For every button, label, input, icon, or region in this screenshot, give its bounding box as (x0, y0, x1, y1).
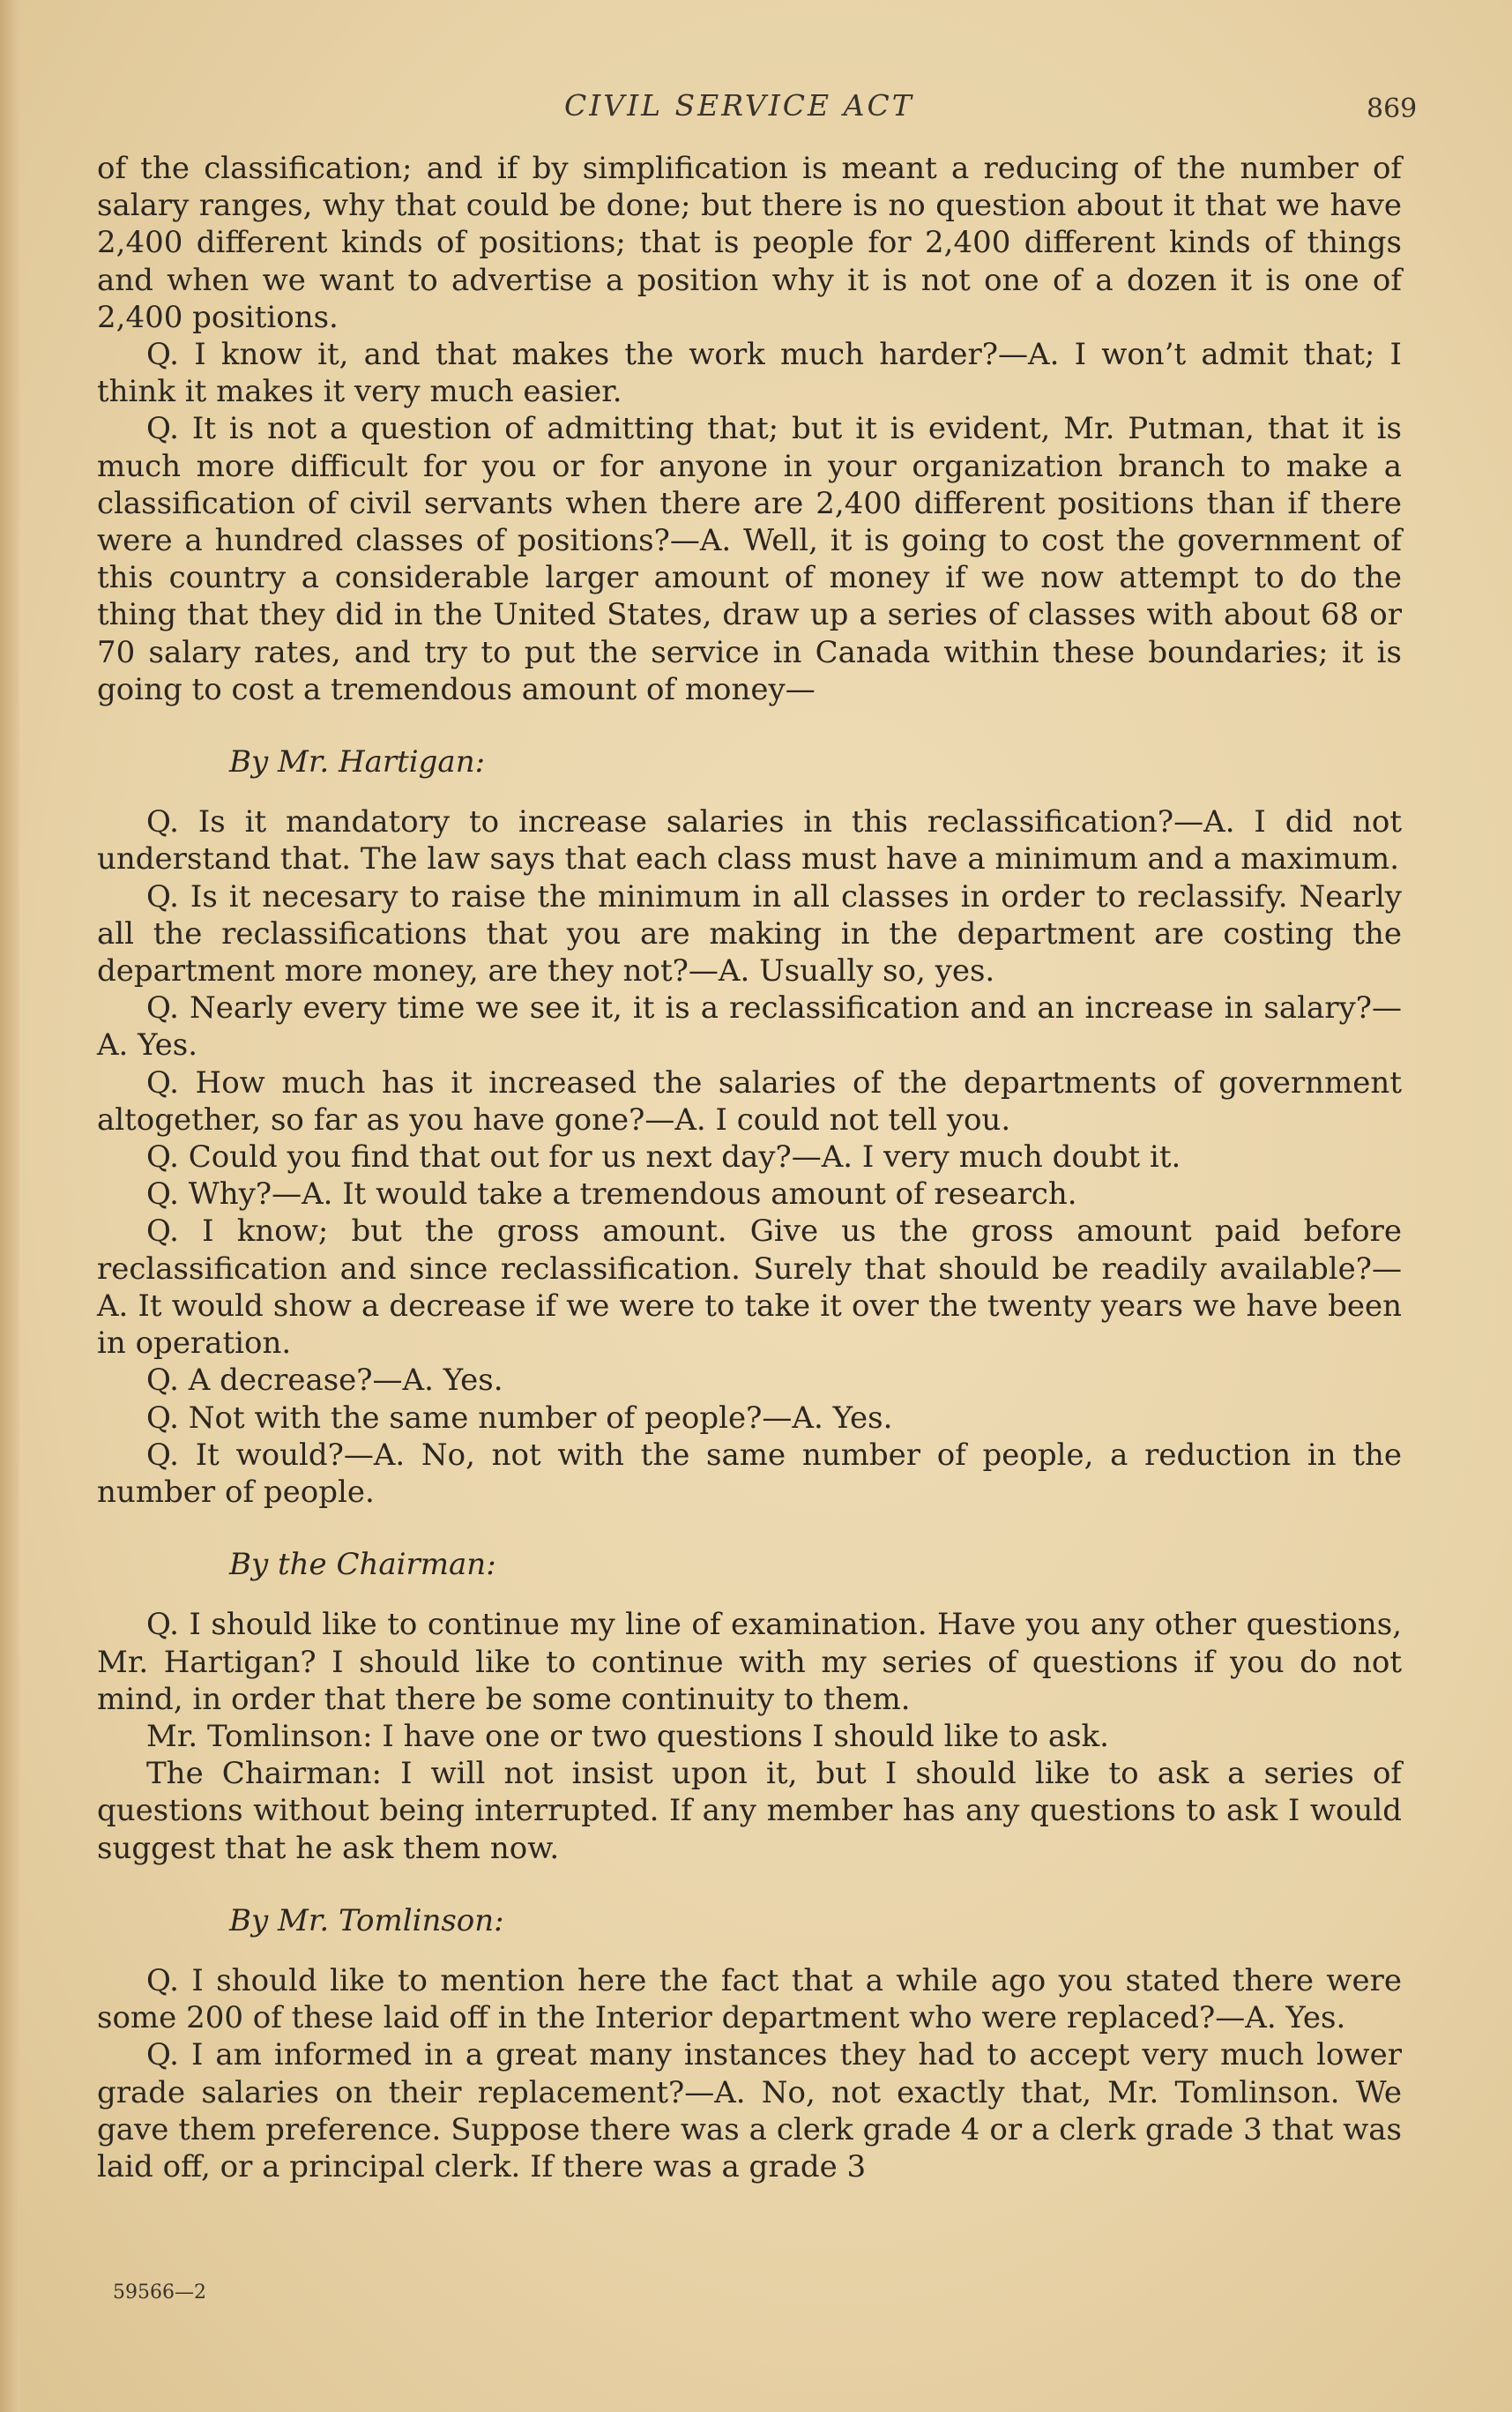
paragraph: Q. I should like to mention here the fact that a while ago you stated there were some 200 of these laid off in the Interior department who were replaced?—A. Yes. (97, 1962, 1402, 2036)
paragraph: of the classification; and if by simplification is meant a reducing of the number of salary ranges, why that could be done; but there is no question about it that we have 2,400 different kinds of positions; that is people for 2,400 different kinds of things and when we want to advertise a position why it is not one of a dozen it is one of 2,400 positions. (97, 151, 1402, 335)
paragraph: Q. Is it necesary to raise the minimum in all classes in order to reclassify. Nearly all the reclassifications that you are making in the department are costing the department more money, are they not?—A. Usually so, yes. (97, 878, 1402, 989)
paragraph: Q. Nearly every time we see it, it is a reclassification and an increase in salary?—A. Yes. (97, 990, 1402, 1064)
paragraph: Q. I know it, and that makes the work much harder?—A. I won’t admit that; I think it makes it very much easier. (97, 337, 1402, 410)
paragraph: Q. Why?—A. It would take a tremendous amount of research. (146, 1176, 1077, 1213)
page-number: 869 (1367, 93, 1418, 124)
paragraph: Q. Is it mandatory to increase salaries in this reclassification?—A. I did not understand that. The law says that each class must have a minimum and a maximum. (97, 804, 1402, 877)
paragraph: Mr. Tomlinson: I have one or two questions I should like to ask. (146, 1718, 1109, 1754)
signature-code: 59566—2 (113, 2281, 206, 2304)
paragraph: The Chairman: I will not insist upon it, but I should like to ask a series of questions without being interrupted. If any member has any questions to ask I would suggest that he ask them now. (97, 1756, 1402, 1866)
body-text (97, 150, 1402, 2185)
paragraph: Q. I should like to continue my line of examination. Have you any other questions, Mr. Hartigan? I should like to continue with my series of questions if you do not mind, in order that there be some continuity to them. (97, 1607, 1402, 1717)
paragraph: Q. I am informed in a great many instances they had to accept very much lower grade salaries on their replacement?—A. No, not exactly that, Mr. Tomlinson. We gave them preference. Suppose there was a clerk grade 4 or a clerk grade 3 that was laid off, or a principal clerk. If there was a grade 3 (97, 2037, 1402, 2184)
paragraph: Q. I know; but the gross amount. Give us the gross amount paid before reclassification and since reclassification. Surely that should be readily available?—A. It would show a decrease if we were to take it over the twenty years we have been in operation. (97, 1213, 1402, 1362)
paragraph: Q. It would?—A. No, not with the same number of people, a reduction in the number of people. (97, 1437, 1402, 1510)
running-head: CIVIL SERVICE ACT (564, 88, 914, 123)
paragraph: Q. Could you find that out for us next day?—A. I very much doubt it. (146, 1139, 1181, 1176)
paragraph: Q. A decrease?—A. Yes. (146, 1363, 503, 1399)
paragraph: Q. It is not a question of admitting that; but it is evident, Mr. Putman, that it is much more difficult for you or for anyone in your organization branch to make a classification of civil servants when there are 2,400 different positions than if there were a hundred classes of positions?—A. Well, it is going to cost the government of this country a considerable larger amount of money if we now attempt to do the thing that they did in the United States, draw up a series of classes with about 68 or 70 salary rates, and try to put the service in Canada within these boundaries; it is going to cost a tremendous amount of money— (97, 411, 1402, 707)
page-spine-edge (0, 0, 19, 2412)
section-heading: By Mr. Tomlinson: (229, 1902, 504, 1938)
section-heading: By Mr. Hartigan: (229, 744, 486, 780)
paragraph: Q. Not with the same number of people?—A. Yes. (146, 1400, 893, 1436)
paragraph: Q. How much has it increased the salaries of the departments of government altogether, so far as you have gone?—A. I could not tell you. (97, 1064, 1402, 1138)
section-heading: By the Chairman: (229, 1547, 496, 1583)
